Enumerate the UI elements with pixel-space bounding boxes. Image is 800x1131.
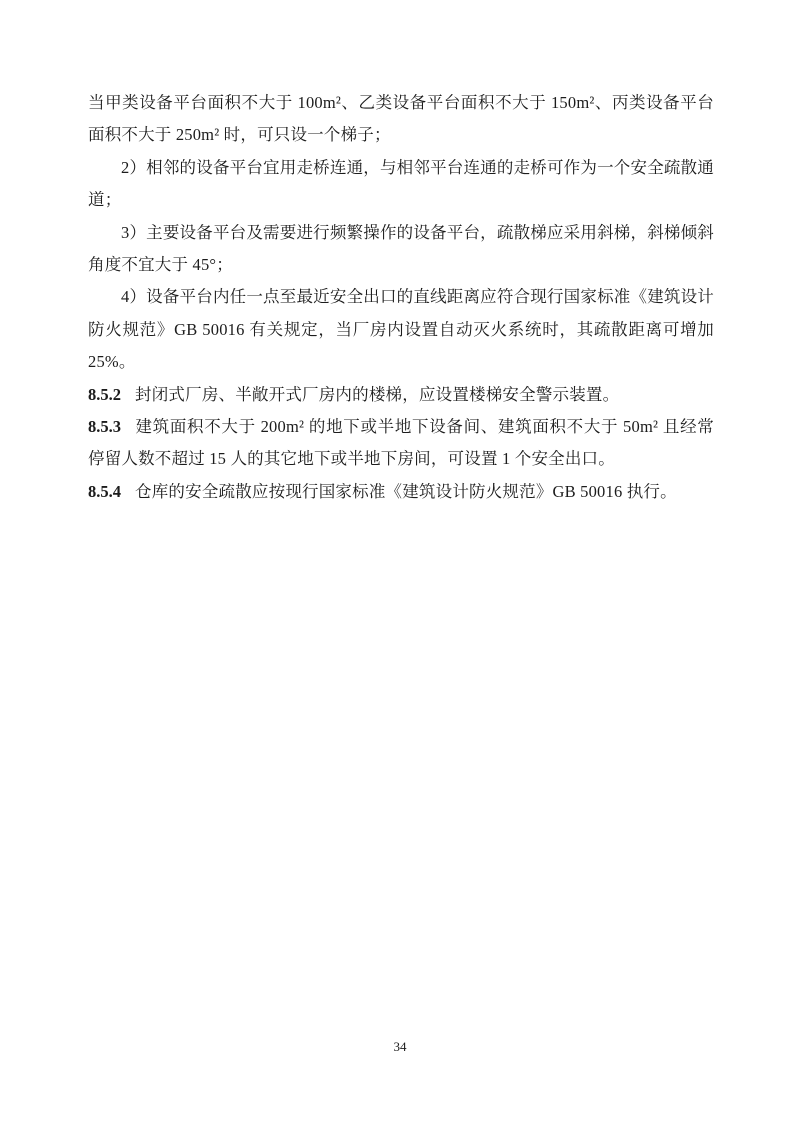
clause-8-5-3 [88, 411, 714, 476]
numbered-item-3: 3）主要设备平台及需要进行频繁操作的设备平台，疏散梯应采用斜梯，斜梯倾斜角度不宜大于 45°； [88, 222, 714, 275]
clause-8-5-4 [88, 476, 714, 508]
clause-text: 仓库的安全疏散应按现行国家标准《建筑设计防火规范》GB 50016 执行。 [135, 481, 677, 501]
body-paragraph-continuation: 当甲类设备平台面积不大于 100m²、乙类设备平台面积不大于 150m²、丙类设备平台面积不大于 250m² 时，可只设一个梯子； [88, 93, 714, 145]
document-body [88, 87, 714, 508]
clause-text: 建筑面积不大于 200m² 的地下或半地下设备间、建筑面积不大于 50m² 且经常停留人数不超过 15 人的其它地下或半地下房间，可设置 1 个安全出口。 [88, 417, 714, 469]
numbered-item-2: 2）相邻的设备平台宜用走桥连通，与相邻平台连通的走桥可作为一个安全疏散通道； [88, 157, 714, 210]
page-footer [0, 1038, 800, 1056]
numbered-item-4: 4）设备平台内任一点至最近安全出口的直线距离应符合现行国家标准《建筑设计防火规范》GB 50016 有关规定，当厂房内设置自动灭火系统时，其疏散距离可增加 25%。 [88, 287, 714, 372]
clause-number: 8.5.2 [88, 384, 121, 404]
clause-number: 8.5.3 [88, 417, 121, 437]
clause-number: 8.5.4 [88, 481, 121, 501]
page-number: 34 [393, 1039, 407, 1054]
clause-8-5-2 [88, 379, 714, 411]
clause-text: 封闭式厂房、半敞开式厂房内的楼梯，应设置楼梯安全警示装置。 [135, 384, 620, 404]
